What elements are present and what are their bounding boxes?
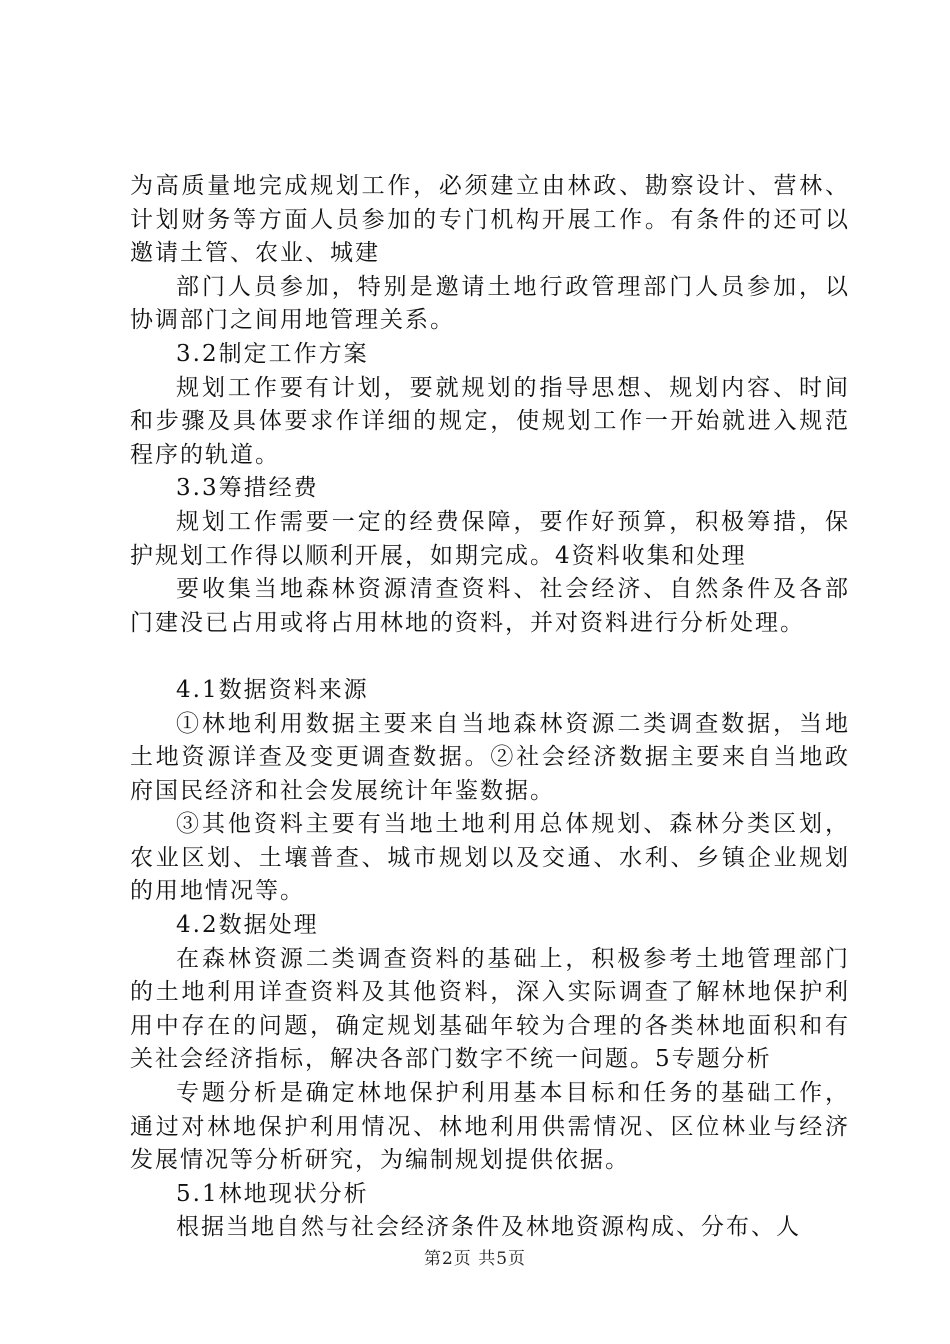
paragraph-gap: [130, 640, 850, 674]
body-paragraph: 为高质量地完成规划工作，必须建立由林政、勘察设计、营林、计划财务等方面人员参加的专门机构开展工作。有条件的还可以邀请土管、农业、城建: [130, 173, 850, 267]
section-heading: 5.1林地现状分析: [176, 1180, 369, 1207]
body-paragraph: ③其他资料主要有当地土地利用总体规划、森林分类区划，农业区划、土壤普查、城市规划以及交通、水利、乡镇企业规划的用地情况等。: [130, 811, 850, 905]
body-paragraph: 要收集当地森林资源清查资料、社会经济、自然条件及各部门建没已占用或将占用林地的资料，并对资料进行分析处理。: [130, 576, 850, 636]
body-paragraph: 部门人员参加，特别是邀请土地行政管理部门人员参加，以协调部门之间用地管理关系。: [130, 273, 850, 334]
section-heading: 4.2数据处理: [176, 912, 319, 939]
body-paragraph: 在森林资源二类调查资料的基础上，积极参考土地管理部门的土地利用详查资料及其他资料，深入实际调查了解林地保护利用中存在的问题，确定规划基础年较为合理的各类林地面积和有关社会经济指标，解决各部门数字不统一问题。5专题分析: [130, 945, 850, 1073]
page-footer: 第2页 共5页: [423, 1249, 527, 1269]
body-paragraph: 规划工作要有计划，要就规划的指导思想、规划内容、时间和步骤及具体要求作详细的规定，使规划工作一开始就进入规范程序的轨道。: [130, 374, 850, 468]
body-paragraph: 根据当地自然与社会经济条件及林地资源构成、分布、人: [176, 1214, 801, 1241]
section-heading: 3.2制定工作方案: [176, 340, 369, 367]
body-paragraph: 规划工作需要一定的经费保障，要作好预算，积极筹措，保护规划工作得以顺利开展，如期完成。4资料收集和处理: [130, 508, 850, 569]
body-paragraph: ①林地利用数据主要来自当地森林资源二类调查数据，当地土地资源详查及变更调查数据。②社会经济数据主要来自当地政府国民经济和社会发展统计年鉴数据。: [130, 710, 850, 804]
section-heading: 3.3筹措经费: [176, 475, 319, 502]
document-body: [130, 170, 850, 1245]
body-paragraph: 专题分析是确定林地保护利用基本目标和任务的基础工作，通过对林地保护利用情况、林地利用供需情况、区位林业与经济发展情况等分析研究，为编制规划提供依据。: [130, 1080, 850, 1174]
section-heading: 4.1数据资料来源: [176, 676, 369, 703]
